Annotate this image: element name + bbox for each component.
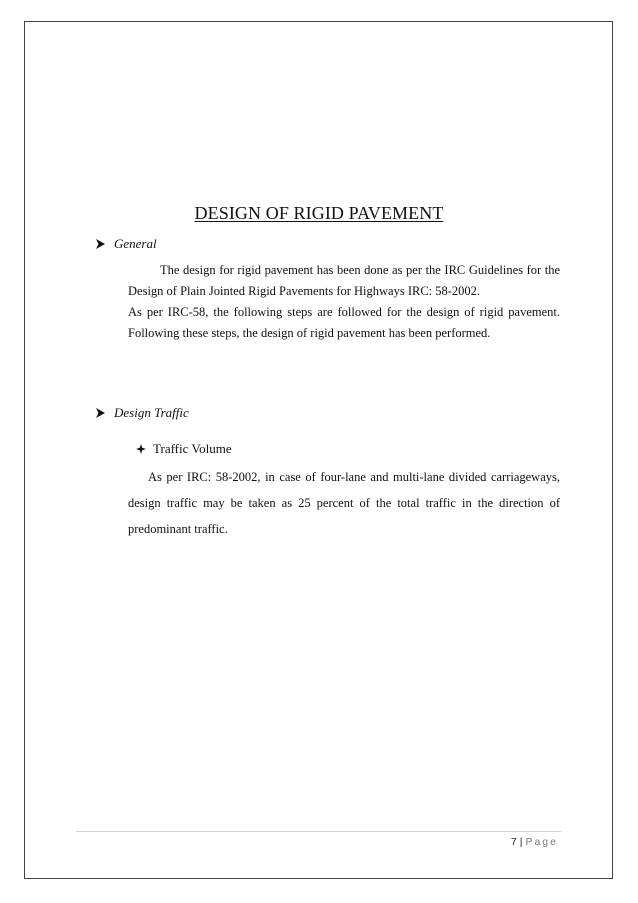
arrow-bullet-icon (96, 239, 105, 249)
subsection-heading-label: Traffic Volume (153, 441, 232, 456)
general-paragraph-2: As per IRC-58, the following steps are followed for the design of rigid pavement. Following these steps, the design of rigid pavement has been performed. (128, 305, 560, 340)
page-number: 7 (510, 836, 517, 848)
section-heading-label: Design Traffic (114, 405, 189, 420)
traffic-volume-paragraph-block (128, 464, 560, 542)
page-label: Page (525, 836, 558, 848)
footer-separator: | (519, 836, 523, 848)
diamond-bullet-icon (136, 444, 146, 454)
section-heading-general (96, 236, 157, 252)
section-heading-design-traffic (96, 405, 189, 421)
page-footer (511, 836, 558, 848)
general-paragraph-1: The design for rigid pavement has been done as per the IRC Guidelines for the Design of Plain Jointed Rigid Pavements for Highways IRC: 58-2002. (128, 263, 560, 298)
subsection-heading-traffic-volume (136, 441, 232, 457)
page-border (24, 21, 613, 879)
section-heading-label: General (114, 236, 157, 251)
traffic-volume-paragraph: As per IRC: 58-2002, in case of four-lane and multi-lane divided carriageways, design traffic may be taken as 25 percent of the total traffic in the direction of predominant traffic. (128, 470, 560, 536)
page-title: DESIGN OF RIGID PAVEMENT (194, 203, 444, 223)
arrow-bullet-icon (96, 408, 105, 418)
footer-divider (76, 831, 562, 832)
general-paragraphs (128, 260, 560, 344)
